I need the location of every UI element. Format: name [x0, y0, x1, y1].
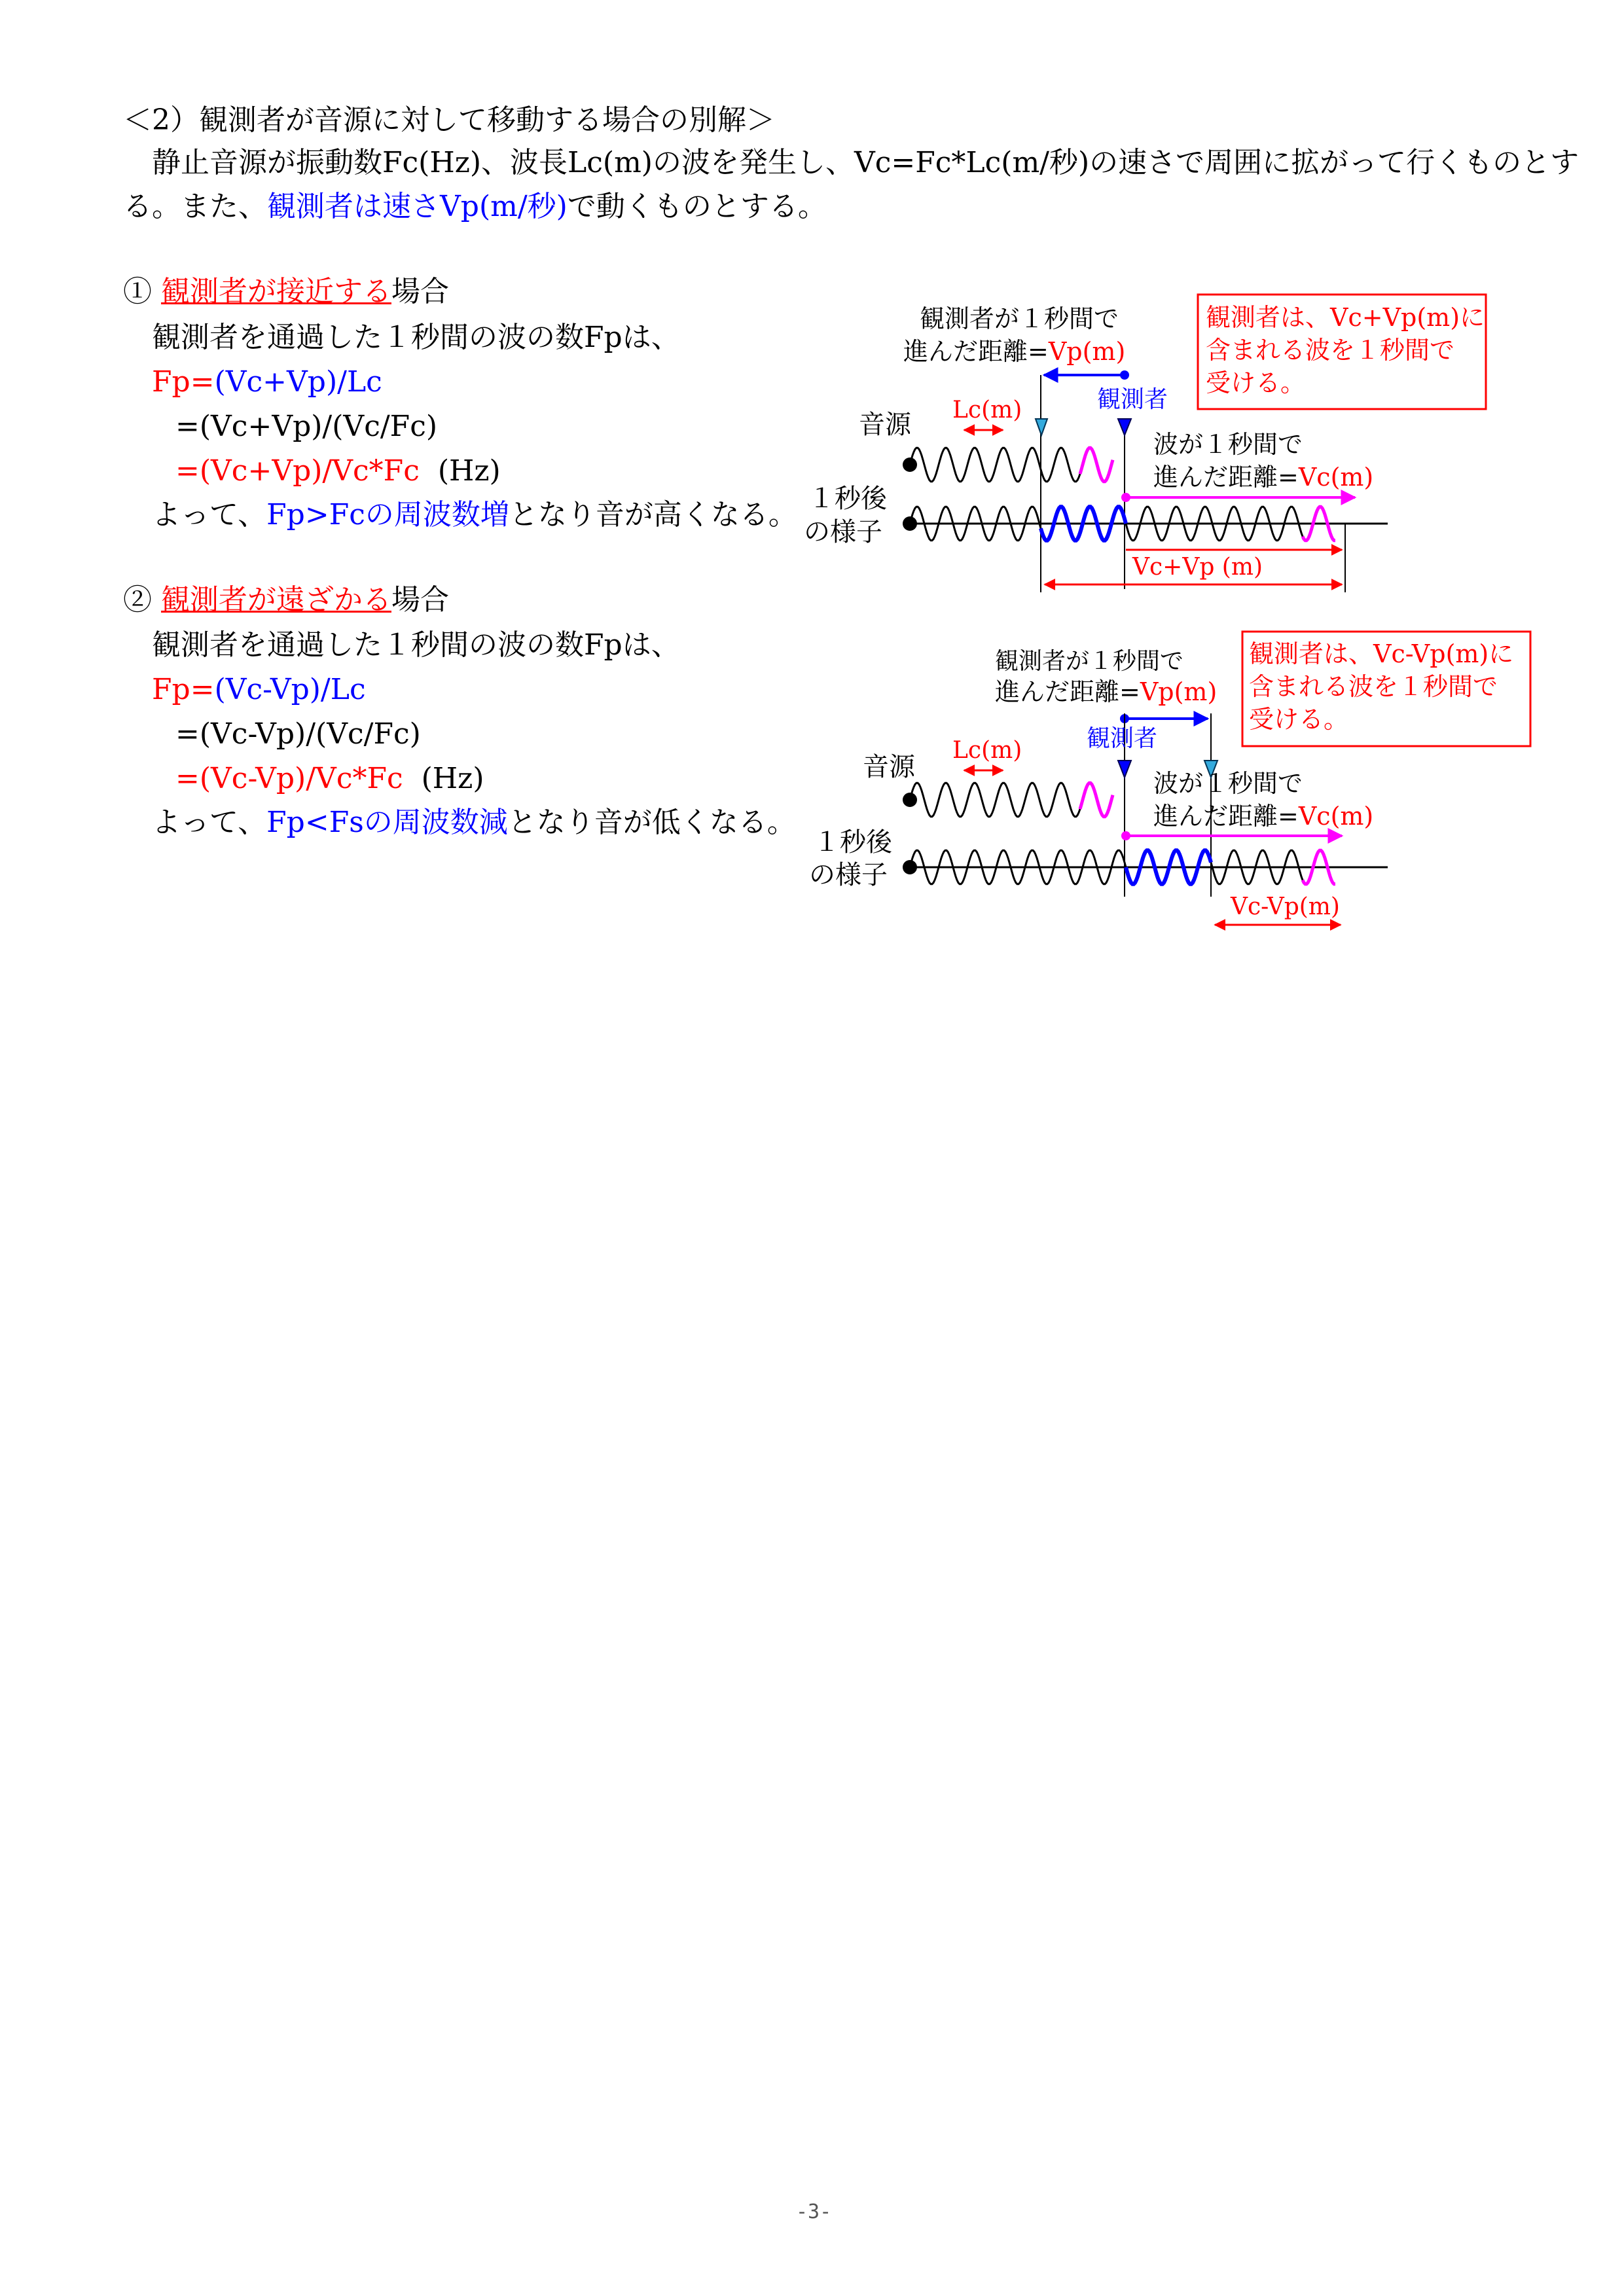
d2-wave-vc: Vc(m)	[1298, 802, 1374, 831]
d2-wave-l1: 波が１秒間で	[1153, 769, 1303, 798]
d1-observer-before-marker	[1036, 419, 1047, 435]
d1-source-label: 音源	[859, 410, 911, 440]
section1-concl-blue: Fp>Fcの周波数増	[266, 498, 509, 531]
d1-observer-move-l2	[903, 337, 1125, 366]
d2-observer-before-marker	[1118, 761, 1131, 778]
intro-text-a: る。また、	[123, 190, 267, 223]
d2-observer-label: 観測者	[1087, 725, 1158, 752]
d1-observer-move-l2a: 進んだ距離=	[903, 337, 1049, 366]
d1-note-l2: 含まれる波を１秒間で	[1206, 336, 1455, 365]
section1-concl-a: よって、	[152, 498, 267, 531]
d1-wave-l2a: 進んだ距離=	[1153, 463, 1299, 492]
section2-eq1-lhs: Fp=	[152, 673, 215, 706]
d2-note-l3: 受ける。	[1249, 705, 1349, 734]
d2-observer-move-l1: 観測者が１秒間で	[995, 648, 1184, 675]
section1-title-red: 観測者が接近する	[161, 275, 391, 308]
d2-after-l1: １秒後	[814, 827, 892, 857]
d1-note-l3: 受ける。	[1206, 368, 1306, 397]
d2-observer-move-l2a: 進んだ距離=	[995, 677, 1140, 706]
d2-after-l2: の様子	[809, 860, 888, 890]
section1-desc: 観測者を通過した１秒間の波の数Fpは、	[152, 321, 680, 354]
section2-eq3-unit: (Hz)	[421, 762, 484, 795]
d1-observer-move-l1: 観測者が１秒間で	[920, 304, 1119, 333]
diagram2	[809, 632, 1530, 925]
section2-eq1-rhs: (Vc-Vp)/Lc	[214, 673, 366, 706]
intro-text-b: で動くものとする。	[567, 190, 827, 223]
section1-concl-b: となり音が高くなる。	[509, 498, 797, 531]
d1-observer-move-dot	[1120, 370, 1129, 380]
d1-wave-l1: 波が１秒間で	[1153, 430, 1303, 459]
observer-speed-text: 観測者は速さVp(m/秒)	[267, 190, 568, 223]
d2-wave-l2a: 進んだ距離=	[1153, 802, 1299, 831]
d2-wave-top	[910, 783, 1080, 816]
section2-eq2: =(Vc-Vp)/(Vc/Fc)	[175, 717, 421, 751]
intro-line-1: 静止音源が振動数Fc(Hz)、波長Lc(m)の波を発生し、Vc=Fc*Lc(m/秒)の速さで周囲に拡がって行くものとす	[152, 146, 1579, 179]
d2-lc-label: Lc(m)	[952, 737, 1022, 764]
section1-eq2: =(Vc+Vp)/(Vc/Fc)	[175, 410, 437, 443]
section1-title-black: 場合	[391, 275, 449, 308]
section1-eq3-expr: =(Vc+Vp)/Vc*Fc	[175, 454, 420, 488]
d1-wave-top-magenta	[1080, 448, 1113, 481]
section2-desc: 観測者を通過した１秒間の波の数Fpは、	[152, 628, 680, 662]
section2-concl-a: よって、	[152, 806, 267, 839]
d1-wave-bottom-blue	[1041, 507, 1126, 540]
d1-lc-label: Lc(m)	[952, 397, 1022, 423]
d1-after-l1: １秒後	[808, 484, 887, 514]
d2-wave-top-magenta	[1080, 783, 1113, 816]
section2-concl-b: となり音が低くなる。	[507, 806, 796, 839]
section2-title-red: 観測者が遠ざかる	[161, 583, 391, 617]
heading: ＜2）観測者が音源に対して移動する場合の別解＞	[123, 103, 775, 137]
diagram1	[804, 295, 1486, 592]
d1-note-l1: 観測者は、Vc+Vp(m)に	[1206, 303, 1485, 332]
d1-span-label: Vc+Vp (m)	[1132, 554, 1263, 581]
d1-after-l2: の様子	[804, 517, 882, 547]
d2-note-l1: 観測者は、Vc-Vp(m)に	[1249, 639, 1514, 668]
d2-wave-bottom-blue	[1126, 850, 1211, 884]
section2-concl-blue: Fp<Fsの周波数減	[266, 806, 508, 839]
d2-observer-move-vp: Vp(m)	[1140, 677, 1218, 706]
page-number: -3-	[796, 2200, 832, 2223]
d2-note-l2: 含まれる波を１秒間で	[1249, 672, 1498, 701]
d2-wave-l2	[1153, 802, 1373, 831]
section2-eq3-expr: =(Vc-Vp)/Vc*Fc	[175, 762, 403, 795]
d1-wave-top	[910, 448, 1080, 481]
d2-span-label: Vc-Vp(m)	[1231, 893, 1340, 920]
d1-observer-label: 観測者	[1097, 386, 1168, 413]
d1-observer-move-vp: Vp(m)	[1048, 337, 1126, 366]
d1-wave-l2	[1153, 463, 1373, 492]
d2-source-label: 音源	[863, 752, 915, 782]
section2-title-black: 場合	[391, 583, 449, 617]
section1-number: ①	[123, 275, 152, 308]
d1-wave-vc: Vc(m)	[1298, 463, 1374, 492]
d2-observer-move-l2	[995, 677, 1217, 706]
section1-eq3-unit: (Hz)	[437, 454, 501, 488]
d2-wave-travel-dot	[1121, 831, 1130, 840]
section2-number: ②	[123, 583, 152, 617]
d1-wave-travel-dot	[1121, 493, 1130, 502]
section1-eq1-lhs: Fp=	[152, 365, 215, 399]
d1-observer-now-marker	[1118, 419, 1131, 435]
section1-eq1-rhs: (Vc+Vp)/Lc	[214, 365, 382, 399]
